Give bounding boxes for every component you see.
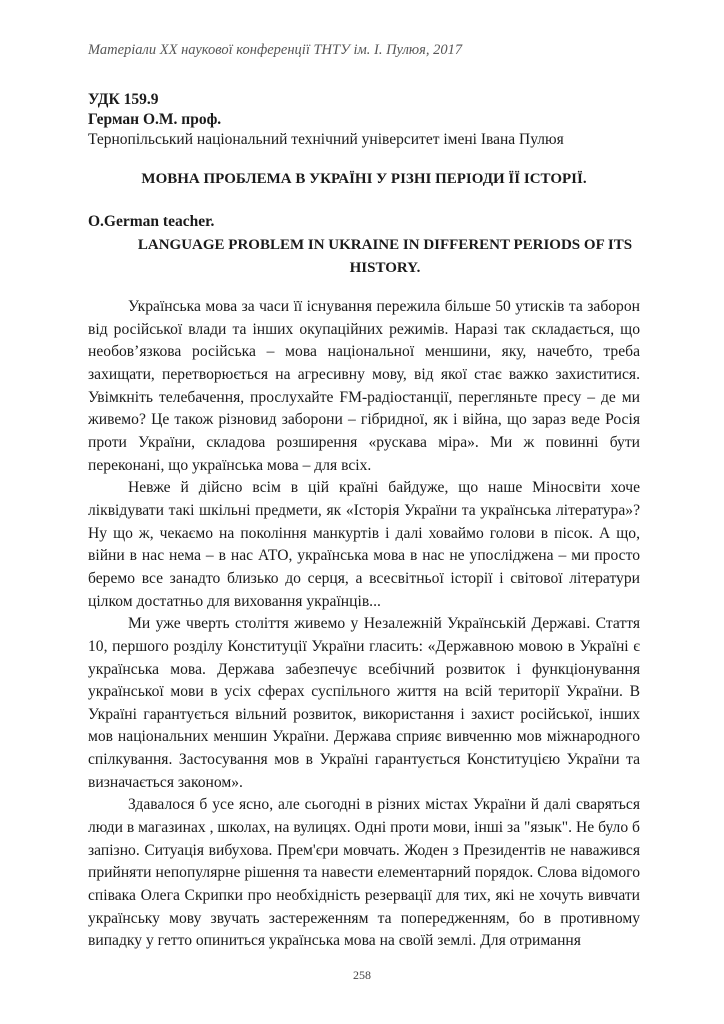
body-paragraph: Українська мова за часи її існування пережила більше 50 утисків та заборон від російської влади та інших окупаційних режимів. Наразі так складається, що необов’язкова російська – мова національної меншини, яку, начебто, треба захищати, перетворюється на агресивну мову, від якої стає важко захиститися. Увімкніть телебачення, прослухайте FM-радіостанції, перегляньте пресу – де ми живемо? Це також різновид заборони – гібридної, як і війна, що зараз веде Росія проти України, складова розширення «рускава міра». Ми ж повинні бути переконані, що українська мова – для всіх. <box>88 298 640 474</box>
udc-code: УДК 159.9 <box>88 91 159 108</box>
article-body <box>88 296 640 953</box>
body-paragraph: Невже й дійсно всім в цій країні байдуже, що наше Міносвіти хоче ліквідувати такі шкільні предмети, як «Історія України та українська література»? Ну що ж, чекаємо на покоління манкуртів і далі ховаймо голови в пісок. А що, війни в нас нема – в нас АТО, українська мова в нас не упосліджена – ми просто беремо все занадто близько до серця, а всесвітньої історії і світової літератури цілком достатньо для виховання українців... <box>88 479 640 610</box>
author-name-en: O.German teacher. <box>88 213 215 230</box>
article-title-ua: МОВНА ПРОБЛЕМА В УКРАЇНІ У РІЗНІ ПЕРІОДИ ЇЇ ІСТОРІЇ. <box>141 171 587 187</box>
page-number: 258 <box>353 968 371 982</box>
author-name: Герман О.М. проф. <box>88 111 222 128</box>
author-affiliation: Тернопільський національний технічний університет імені Івана Пулюя <box>88 131 564 148</box>
article-title-en: LANGUAGE PROBLEM IN UKRAINE IN DIFFERENT PERIODS OF ITS HISTORY. <box>137 237 633 276</box>
body-paragraph: Ми уже чверть століття живемо у Незалежній Українській Державі. Стаття 10, першого розділу Конституції України гласить: «Державною мовою в Україні є українська мова. Держава забезпечує всебічний розвиток і функціонування української мови в усіх сферах суспільного життя на всій території України. В Україні гарантується вільний розвиток, використання і захист російської, інших мов національних меншин України. Держава сприяє вивченню мов міжнародного спілкування. Застосування мов в Україні гарантується Конституцією України та визначається законом». <box>88 615 640 791</box>
body-paragraph: Здавалося б усе ясно, але сьогодні в різних містах України й далі сваряться люди в магазинах , школах, на вулицях. Одні проти мови, інші за "язык". Не було б запізно. Ситуація вибухова. Прем'єри мовчать. Жоден з Президентів не наважився прийняти непопулярне рішення та навести елементарний порядок. Слова відомого співака Олега Скрипки про необхідність резервації для тих, які не хочуть вивчати українську мову звучать застереженням та попередженням, бо в противному випадку у гетто опиниться українська мова на своїй землі. Для отримання <box>88 796 640 950</box>
article-meta <box>88 90 648 150</box>
running-head: Матеріали XX наукової конференції ТНТУ ім. І. Пулюя, 2017 <box>88 42 463 58</box>
